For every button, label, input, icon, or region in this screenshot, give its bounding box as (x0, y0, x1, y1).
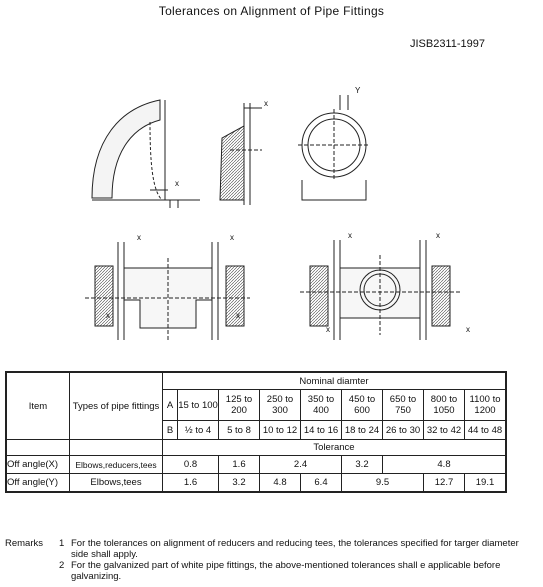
tolerance-header: Tolerance (163, 440, 507, 456)
label-x-5: x (106, 311, 110, 320)
label-x-9: x (326, 325, 330, 334)
size-b-cell: ½ to 4 (178, 421, 219, 440)
size-a-cell: 450 to 600 (342, 390, 383, 421)
row-y-types: Elbows,tees (70, 474, 163, 493)
row-x-item: Off angle(X) (6, 456, 70, 474)
label-x-6: x (236, 311, 240, 320)
label-x-10: x (466, 325, 470, 334)
tolerance-table (5, 371, 507, 493)
size-a-cell: 250 to 300 (260, 390, 301, 421)
remarks-label: Remarks (5, 538, 44, 549)
tolerance-cell: 4.8 (383, 456, 507, 474)
nominal-header: Nominal diamter (163, 372, 507, 390)
row-x-types: Elbows,reducers,tees (70, 456, 163, 474)
size-a-cell: 15 to 100 (178, 390, 219, 421)
tolerance-cell: 19.1 (465, 474, 507, 493)
tolerance-cell: 9.5 (342, 474, 424, 493)
size-b-cell: 32 to 42 (424, 421, 465, 440)
tolerance-cell: 12.7 (424, 474, 465, 493)
row-b-label: B (163, 421, 178, 440)
tolerance-cell: 2.4 (260, 456, 342, 474)
page-title: Tolerances on Alignment of Pipe Fittings (158, 4, 385, 18)
label-x-4: x (230, 233, 234, 242)
size-b-cell: 14 to 16 (301, 421, 342, 440)
elbow-end-drawing (298, 95, 370, 200)
tolerance-cell: 6.4 (301, 474, 342, 493)
label-x-7: x (348, 231, 352, 240)
label-x-1: x (175, 179, 179, 188)
tolerance-cell: 1.6 (219, 456, 260, 474)
size-b-cell: 10 to 12 (260, 421, 301, 440)
row-a-label: A (163, 390, 178, 421)
size-a-cell: 650 to 750 (383, 390, 424, 421)
label-x-2: x (264, 99, 268, 108)
remark-number: 2 (59, 560, 65, 571)
row-y-item: Off angle(Y) (6, 474, 70, 493)
remark-number: 1 (59, 538, 65, 549)
remark-text: For the tolerances on alignment of reducers and reducing tees, the tolerances specified for targer diameter side shall apply. (71, 538, 519, 560)
elbow-front-drawing (220, 103, 262, 205)
size-b-cell: 5 to 8 (219, 421, 260, 440)
types-header: Types of pipe fittings (70, 372, 163, 440)
tolerance-cell: 1.6 (163, 474, 219, 493)
remarks (5, 538, 531, 582)
tolerance-cell: 3.2 (219, 474, 260, 493)
size-b-cell: 44 to 48 (465, 421, 507, 440)
standard-code: JISB2311-1997 (409, 38, 485, 50)
size-b-cell: 18 to 24 (342, 421, 383, 440)
size-a-cell: 125 to 200 (219, 390, 260, 421)
tolerance-cell: 0.8 (163, 456, 219, 474)
tee-end-drawing (300, 240, 460, 340)
size-b-cell: 26 to 30 (383, 421, 424, 440)
size-a-cell: 350 to 400 (301, 390, 342, 421)
remark-text: For the galvanized part of white pipe fittings, the above-mentioned tolerances shall e applicable before galvanizing. (71, 560, 501, 582)
tee-side-drawing (85, 242, 250, 340)
item-header: Item (6, 372, 70, 440)
label-x-8: x (436, 231, 440, 240)
tolerance-cell: 4.8 (260, 474, 301, 493)
size-a-cell: 1100 to 1200 (465, 390, 507, 421)
tolerance-cell: 3.2 (342, 456, 383, 474)
elbow-drawing (92, 100, 200, 208)
label-x-3: x (137, 233, 141, 242)
label-y-1: Y (355, 86, 361, 95)
size-a-cell: 800 to 1050 (424, 390, 465, 421)
